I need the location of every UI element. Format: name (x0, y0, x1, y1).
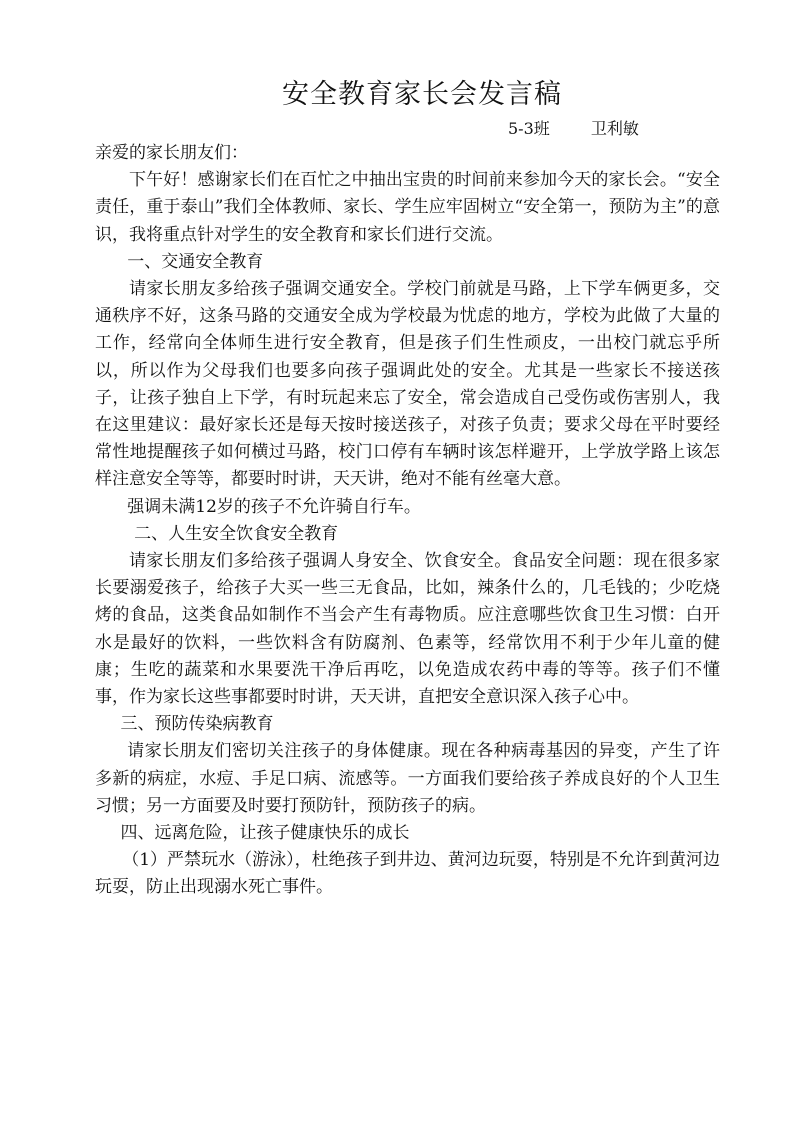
food-paragraph: 请家长朋友们多给孩子强调人身安全、饮食安全。食品安全问题：现在很多家长要溺爱孩子，给孩子大买一些三无食品，比如，辣条什么的，几毛钱的；少吃烧烤的食品，这类食品如制作不当会产生有毒物质。应注意哪些饮食卫生习惯：白开水是最好的饮料，一些饮料含有防腐剂、色素等，经常饮用不利于少年儿童的健康；生吃的蔬菜和水果要洗干净后再吃，以免造成农药中毒的等等。孩子们不懂事，作为家长这些事都要时时讲，天天讲，直把安全意识深入孩子心中。 (95, 551, 720, 708)
bicycle-paragraph: 强调未满12岁的孩子不允许骑自行车。 (127, 496, 421, 517)
section-heading-food: 二、人生安全饮食安全教育 (134, 523, 339, 544)
byline (508, 116, 639, 139)
salutation: 亲爱的家长朋友们： (95, 143, 248, 163)
intro-paragraph: 下午好！感谢家长们在百忙之中抽出宝贵的时间前来参加今天的家长会。“安全责任，重于泰山”我们全体教师、家长、学生应牢固树立“安全第一，预防为主”的意识，我将重点针对学生的安全教育和家长们进行交流。 (95, 170, 720, 245)
swimming-paragraph: （1）严禁玩水（游泳），杜绝孩子到井边、黄河边玩耍，特别是不允许到黄河边玩耍，防止出现溺水死亡事件。 (95, 850, 720, 898)
section-heading-disease: 三、预防传染病教育 (120, 714, 274, 735)
document-title: 安全教育家长会发言稿 (282, 79, 562, 110)
document-body (95, 140, 720, 902)
author-name: 卫利敏 (590, 119, 639, 138)
section-heading-danger: 四、远离危险，让孩子健康快乐的成长 (120, 823, 410, 844)
disease-paragraph: 请家长朋友们密切关注孩子的身体健康。现在各种病毒基因的异变，产生了许多新的病症，水痘、手足口病、流感等。一方面我们要给孩子养成良好的个人卫生习惯；另一方面要及时要打预防针，预防孩子的病。 (95, 741, 720, 816)
traffic-paragraph: 请家长朋友多给孩子强调交通安全。学校门前就是马路，上下学车俩更多，交通秩序不好，这条马路的交通安全成为学校最为忧虑的地方，学校为此做了大量的工作，经常向全体师生进行安全教育，但是孩子们生性顽皮，一出校门就忘乎所以，所以作为父母我们也要多向孩子强调此处的安全。尤其是一些家长不接送孩子，让孩子独自上下学，有时玩起来忘了安全，常会造成自己受伤或伤害别人，我在这里建议：最好家长还是每天按时接送孩子，对孩子负责；要求父母在平时要经常性地提醒孩子如何横过马路，校门口停有车辆时该怎样避开，上学放学路上该怎样注意安全等等，都要时时讲，天天讲，绝对不能有丝毫大意。 (95, 279, 720, 490)
class-name: 5-3班 (508, 119, 550, 138)
section-heading-traffic: 一、交通安全教育 (127, 251, 264, 272)
